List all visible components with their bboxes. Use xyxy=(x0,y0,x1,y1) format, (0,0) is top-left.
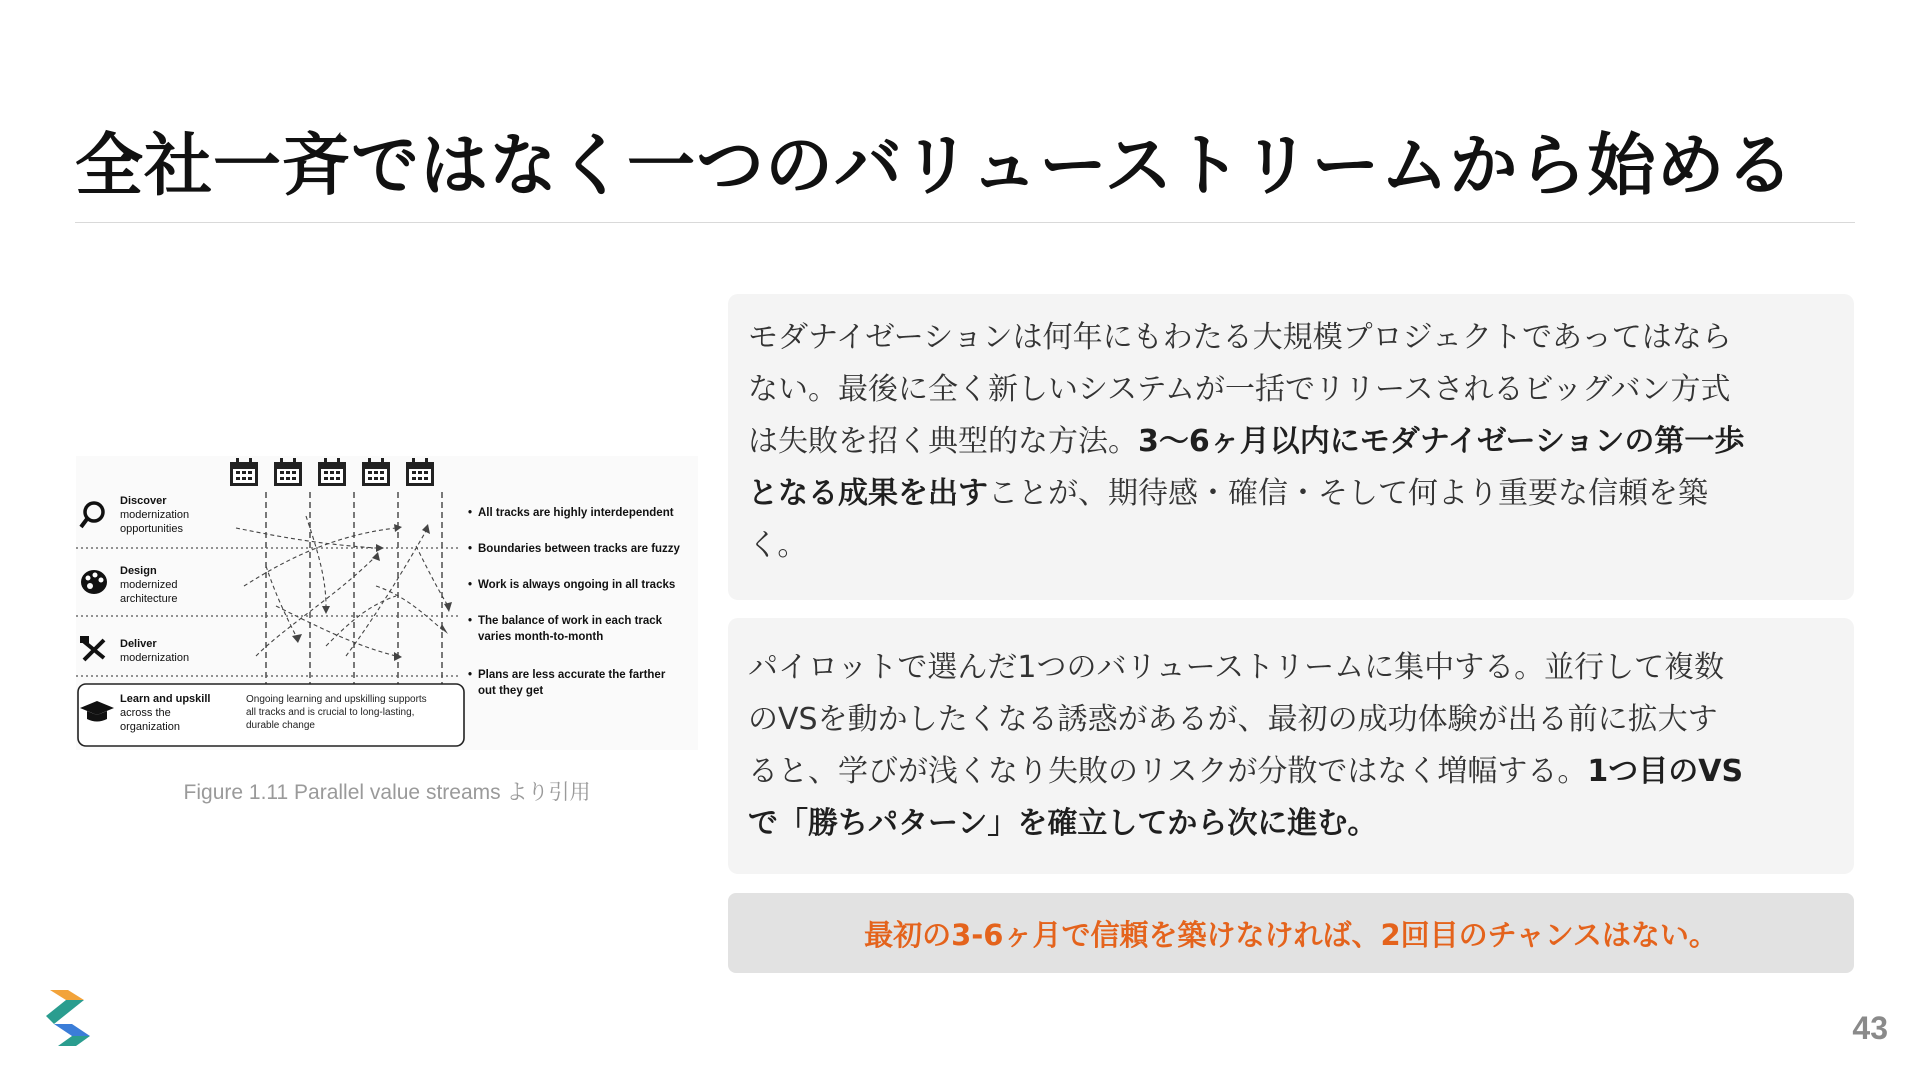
figure-bullet: Boundaries between tracks are fuzzy xyxy=(478,543,680,555)
svg-text:•: • xyxy=(468,615,473,627)
arrow-heads xyxy=(292,524,452,661)
figure-caption: Figure 1.11 Parallel value streams より引用 xyxy=(183,781,591,804)
svg-text:•: • xyxy=(468,669,473,681)
tools-icon xyxy=(80,636,104,660)
learn-note-line: durable change xyxy=(246,720,315,731)
figure-bullet: All tracks are highly interdependent xyxy=(478,507,674,519)
track-sub: modernization xyxy=(120,509,190,521)
figure-bullet: varies month-to-month xyxy=(478,631,604,643)
figure-bullet: out they get xyxy=(478,685,544,697)
figure-bullet: Plans are less accurate the farther xyxy=(478,669,666,681)
track-title: Discover xyxy=(120,495,167,507)
calendar-icons xyxy=(230,458,434,486)
figure-bullet: Work is always ongoing in all tracks xyxy=(478,579,676,591)
learn-note-line: Ongoing learning and upskilling supports xyxy=(246,694,427,705)
magnifier-icon xyxy=(81,503,103,527)
callout-line: モダナイゼーションは何年にもわたる大規模プロジェクトであってはなら xyxy=(748,320,1732,355)
calendar-icon xyxy=(362,458,390,486)
figure-bullet: The balance of work in each track xyxy=(478,615,663,627)
track-sub: modernization xyxy=(120,652,190,664)
flow-arrows xyxy=(236,516,448,656)
callout-line: となる成果を出すことが、期待感・確信・そして何より重要な信頼を築 xyxy=(748,476,1708,511)
slide-title: 全社一斉ではなく一つのバリューストリームから始める xyxy=(75,127,1795,206)
track-sub: across the xyxy=(120,707,171,719)
company-logo xyxy=(46,990,92,1046)
palette-icon xyxy=(81,570,107,594)
calendar-icon xyxy=(406,458,434,486)
key-message-banner: 最初の3-6ヶ月で信頼を築けなければ、2回目のチャンスはない。 xyxy=(728,893,1854,973)
track-sub: opportunities xyxy=(120,523,183,535)
callout-line: のVSを動かしたくなる誘惑があるが、最初の成功体験が出る前に拡大す xyxy=(748,702,1718,737)
calendar-icon xyxy=(274,458,302,486)
track-title: Deliver xyxy=(120,638,157,650)
svg-text:•: • xyxy=(468,579,473,591)
callout-line: ない。最後に全く新しいシステムが一括でリリースされるビッグバン方式 xyxy=(748,372,1731,407)
callout-line: く。 xyxy=(748,528,808,563)
callout-line: パイロットで選んだ1つのバリューストリームに集中する。並行して複数 xyxy=(748,650,1725,685)
callout-box-modernization xyxy=(728,294,1854,600)
callout-line: で「勝ちパターン」を確立してから次に進む。 xyxy=(748,806,1378,841)
callout-box-pilot xyxy=(728,618,1854,874)
calendar-icon xyxy=(318,458,346,486)
track-sub: organization xyxy=(120,721,180,733)
callout-text xyxy=(748,642,1832,850)
track-title: Design xyxy=(120,565,157,577)
callout-line: は失敗を招く典型的な方法。3〜6ヶ月以内にモダナイゼーションの第一歩 xyxy=(748,424,1745,459)
svg-text:•: • xyxy=(468,543,473,555)
svg-text:•: • xyxy=(468,507,473,519)
track-sub: architecture xyxy=(120,593,178,605)
page-number: 43 xyxy=(1852,1010,1888,1046)
callout-line: ると、学びが浅くなり失敗のリスクが分散ではなく増幅する。1つ目のVS xyxy=(748,754,1744,789)
calendar-icon xyxy=(230,458,258,486)
track-sub: modernized xyxy=(120,579,178,591)
callout-text xyxy=(748,312,1832,572)
parallel-value-streams-figure xyxy=(76,456,698,750)
title-divider xyxy=(75,222,1855,223)
track-title: Learn and upskill xyxy=(120,693,211,705)
learn-note-line: all tracks and is crucial to long-lasting, xyxy=(246,707,415,718)
